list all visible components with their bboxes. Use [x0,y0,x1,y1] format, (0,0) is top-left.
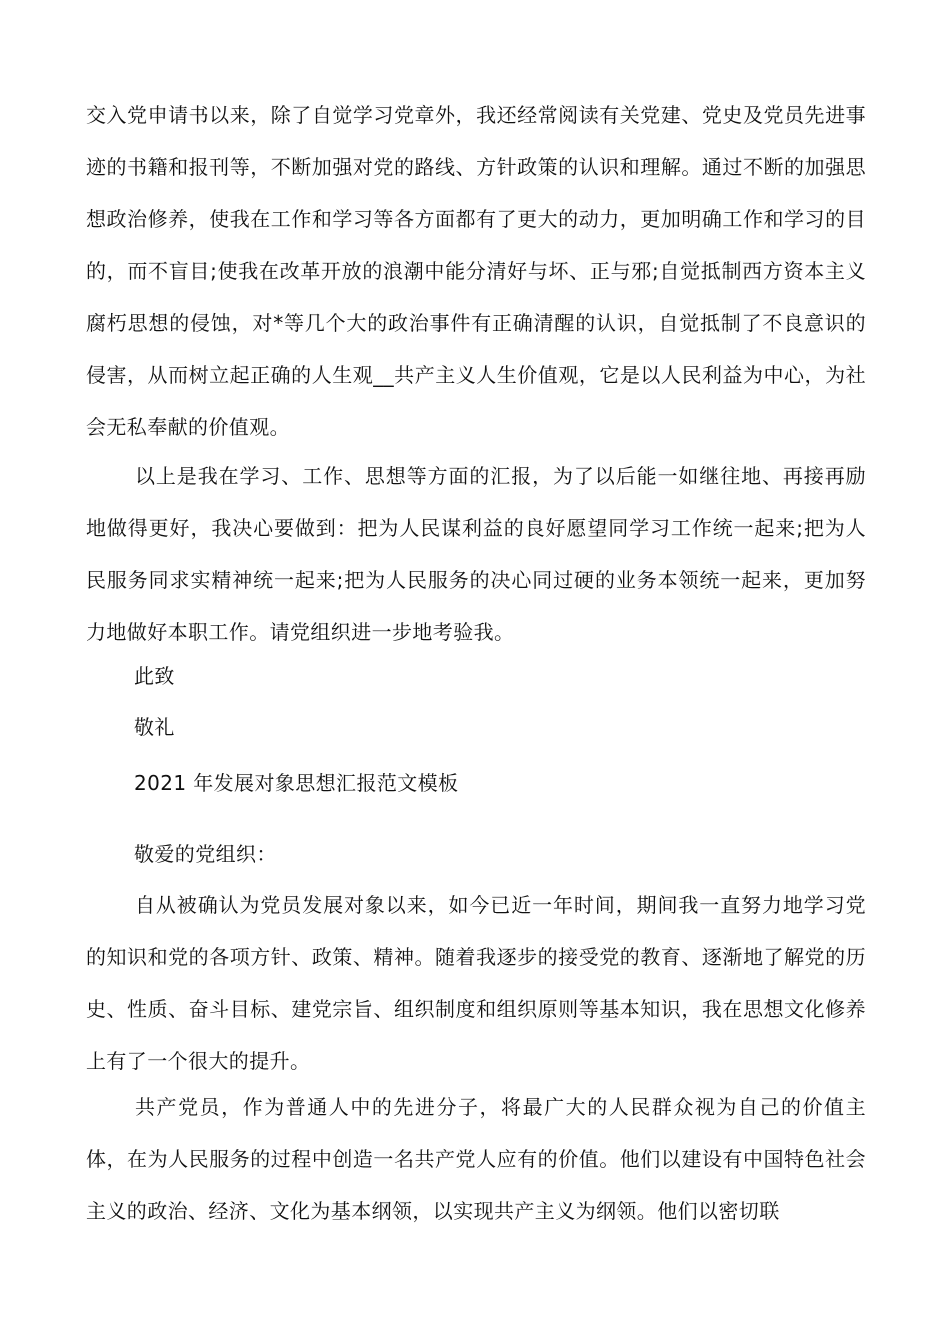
paragraph-3: 自从被确认为党员发展对象以来，如今已近一年时间，期间我一直努力地学习党的知识和党的各项方针、政策、精神。随着我逐步的接受党的教育、逐渐地了解党的历史、性质、奋斗目标、建党宗旨、组织制度和组织原则等基本知识，我在思想文化修养上有了一个很大的提升。 [86,893,866,1073]
paragraph-1: 交入党申请书以来，除了自觉学习党章外，我还经常阅读有关党建、党史及党员先进事迹的书籍和报刊等，不断加强对党的路线、方针政策的认识和理解。通过不断的加强思想政治修养，使我在工作和学习等各方面都有了更大的动力，更加明确工作和学习的目的，而不盲目;使我在改革开放的浪潮中能分清好与坏、正与邪;自觉抵制西方资本主义腐朽思想的侵蚀，对*等几个大的政治事件有正确清醒的认识，自觉抵制了不良意识的侵害，从而树立起正确的人生观__共产主义人生价值观，它是以人民利益为中心，为社会无私奉献的价值观。 [86,103,866,439]
closing-jingli: 敬礼 [134,715,175,739]
document-title: 2021 年发展对象思想汇报范文模板 [134,771,459,795]
paragraph-4: 共产党员，作为普通人中的先进分子，将最广大的人民群众视为自己的价值主体，在为人民服务的过程中创造一名共产党人应有的价值。他们以建设有中国特色社会主义的政治、经济、文化为基本纲领，以实现共产主义为纲领。他们以密切联 [86,1095,866,1223]
salutation: 敬爱的党组织： [134,842,277,866]
paragraph-2: 以上是我在学习、工作、思想等方面的汇报，为了以后能一如继往地、再接再励地做得更好，我决心要做到：把为人民谋利益的良好愿望同学习工作统一起来;把为人民服务同求实精神统一起来;把为人民服务的决心同过硬的业务本领统一起来，更加努力地做好本职工作。请党组织进一步地考验我。 [86,464,866,644]
closing-cizhi: 此致 [134,664,175,688]
